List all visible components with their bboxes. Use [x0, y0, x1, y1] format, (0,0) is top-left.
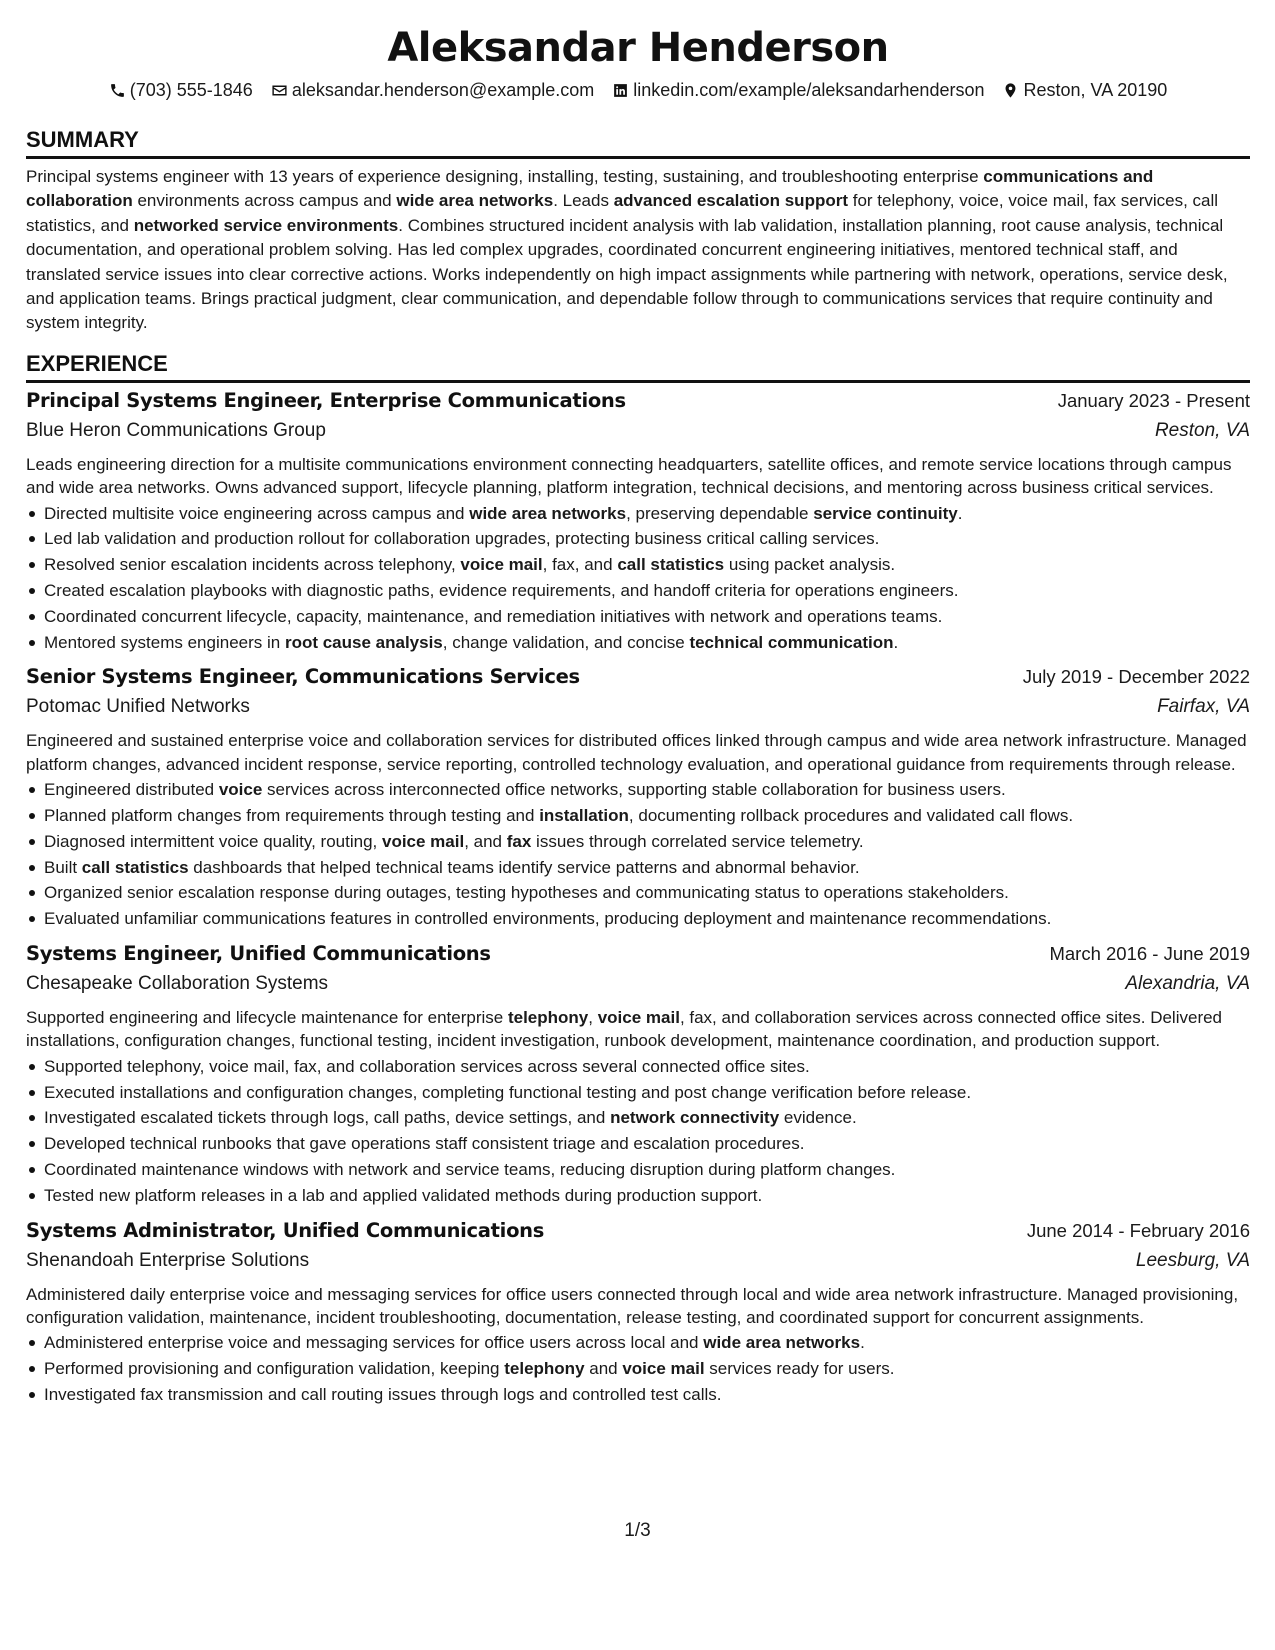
job-bullets [26, 1330, 1250, 1407]
text-run: . [893, 632, 899, 652]
job-dates: March 2016 - June 2019 [1049, 943, 1250, 965]
job-subheader [26, 692, 1250, 722]
text-run: Investigated fax transmission and call routing issues through logs and controlled test calls. [44, 1385, 722, 1405]
text-run: for telephony, voice, voice mail, fax services, call statistics, and [26, 191, 1219, 235]
bold-keyword: voice mail [381, 831, 465, 851]
bold-keyword: telephony [507, 1008, 589, 1028]
text-run: Supported engineering and lifecycle maintenance for enterprise [26, 1008, 508, 1028]
job-title: Systems Administrator, Unified Communications [26, 1218, 545, 1242]
job-description: Engineered and sustained enterprise voice and collaboration services for distributed offices linked through campus and wide area network infrastructure. Managed platform changes, advanced incident response, service reporting, controlled technology evaluation, and operational guidance from requirements through release. [26, 731, 1247, 774]
bullet-item [44, 1054, 1250, 1080]
company-name: Potomac Unified Networks [26, 696, 250, 718]
job-title: Systems Engineer, Unified Communications [26, 942, 491, 966]
text-run: . Combines structured incident analysis with lab validation, installation planning, root cause analysis, technical documentation, and operational problem solving. Has led complex upgrades, coordinated concurrent engineering initiatives, mentored technical staff, and translated service issues into clear corrective actions. Works independently on high impact assignments while partnering with network, operations, service desk, and application teams. Brings practical judgment, clear communication, and dependable follow through to communications services that require continuity and system integrity. [26, 215, 1228, 333]
job-dates: January 2023 - Present [1057, 389, 1250, 411]
linkedin-link[interactable]: linkedin.com/example/aleksandarhenderson [633, 80, 985, 100]
text-run: , fax, and collaboration services across connected office sites. Delivered installations, configuration changes, functional testing, incident investigation, runbook development, maintenance coordination, and production support. [26, 1008, 1223, 1051]
bullet-item [44, 1131, 1250, 1157]
candidate-name: Aleksandar Henderson [387, 25, 889, 71]
bold-keyword: network connectivity [610, 1108, 780, 1128]
job-location: Fairfax, VA [1157, 696, 1250, 718]
bullet-item [44, 552, 1250, 578]
bullet-item [44, 1356, 1250, 1382]
bullet-item [44, 777, 1250, 803]
bold-keyword: wide area networks [703, 1333, 861, 1353]
job-entry [26, 386, 1250, 656]
text-run: environments across campus and [132, 191, 397, 211]
bullet-item [44, 1080, 1250, 1106]
job-bullets [26, 1054, 1250, 1209]
bullet-item [44, 803, 1250, 829]
bullet-item [44, 1183, 1250, 1209]
map-pin-icon [1002, 82, 1019, 99]
linkedin-icon [612, 82, 629, 99]
job-bullets [26, 777, 1250, 932]
job-header [26, 1216, 1250, 1246]
location-text: Reston, VA 20190 [1023, 80, 1168, 100]
bold-keyword: technical communication [689, 632, 894, 652]
text-run: Tested new platform releases in a lab and applied validated methods during production support. [44, 1185, 763, 1205]
company-name: Blue Heron Communications Group [26, 419, 326, 441]
bold-keyword: voice mail [597, 1008, 680, 1028]
text-run: . [957, 503, 963, 523]
text-run: Administered enterprise voice and messaging services for office users across local and [44, 1333, 704, 1353]
job-dates: July 2019 - December 2022 [1022, 666, 1250, 688]
job-location: Reston, VA [1154, 419, 1250, 441]
text-run: issues through correlated service telemetry. [531, 831, 864, 851]
job-dates: June 2014 - February 2016 [1026, 1219, 1250, 1241]
bold-keyword: installation [539, 806, 629, 826]
text-run: Evaluated unfamiliar communications features in controlled environments, producing deployment and maintenance recommendations. [44, 909, 1052, 929]
phone-icon [109, 82, 126, 99]
text-run: Investigated escalated tickets through logs, call paths, device settings, and [44, 1108, 611, 1128]
text-run: , [588, 1008, 598, 1028]
summary-heading: SUMMARY [26, 126, 1250, 159]
resume-page [26, 18, 1250, 1408]
text-run: Principal systems engineer with 13 years of experience designing, installing, testing, sustaining, and troubleshooting enterprise [26, 167, 984, 186]
job-title: Senior Systems Engineer, Communications Services [26, 665, 580, 689]
job-entry [26, 1216, 1250, 1408]
contact-location [1002, 78, 1167, 102]
text-run: and [584, 1359, 623, 1379]
company-name: Chesapeake Collaboration Systems [26, 973, 329, 995]
job-entry [26, 662, 1250, 932]
job-location: Leesburg, VA [1135, 1249, 1250, 1271]
text-run: Planned platform changes from requirements through testing and [44, 806, 540, 826]
contact-bar [26, 78, 1250, 102]
job-description: Leads engineering direction for a multisite communications environment connecting headquarters, satellite offices, and remote service locations through campus and wide area networks. Owns advanced support, lifecycle planning, platform integration, technical decisions, and mentoring across business critical services. [26, 454, 1232, 498]
bold-keyword: root cause analysis [284, 632, 443, 652]
text-run: Created escalation playbooks with diagnostic paths, evidence requirements, and handoff criteria for operations engineers. [44, 581, 959, 601]
text-run: , preserving dependable [626, 503, 814, 523]
job-header [26, 662, 1250, 692]
bold-keyword: voice mail [622, 1359, 705, 1379]
job-description: Administered daily enterprise voice and messaging services for office users connected through local and wide area network infrastructure. Managed provisioning, configuration validation, maintenance, incident troubleshooting, documentation, release testing, and coordinated support for concurrent assignments. [26, 1284, 1239, 1328]
text-run: , documenting rollback procedures and validated call flows. [628, 806, 1074, 826]
text-run: Led lab validation and production rollout for collaboration upgrades, protecting business critical calling services. [44, 529, 880, 549]
bullet-item [44, 501, 1250, 527]
company-name: Shenandoah Enterprise Solutions [26, 1249, 310, 1271]
contact-email[interactable] [271, 78, 594, 102]
text-run: Resolved senior escalation incidents across telephony, [44, 555, 461, 575]
text-run: Built [44, 857, 82, 877]
text-run: Supported telephony, voice mail, fax, and collaboration services across several connected office sites. [44, 1056, 810, 1076]
bold-keyword: telephony [504, 1359, 585, 1379]
bullet-item [44, 880, 1250, 906]
text-run: Coordinated maintenance windows with network and service teams, reducing disruption during platform changes. [44, 1160, 896, 1180]
envelope-icon [271, 82, 288, 99]
contact-linkedin[interactable] [612, 78, 984, 102]
text-run: services across interconnected office networks, supporting stable collaboration for business users. [262, 780, 1006, 800]
experience-heading: EXPERIENCE [26, 350, 1250, 383]
job-bullets [26, 501, 1250, 656]
bold-keyword: service continuity [813, 503, 958, 523]
text-run: services ready for users. [704, 1359, 895, 1379]
job-description [26, 1006, 1250, 1053]
job-title: Principal Systems Engineer, Enterprise Communications [26, 388, 626, 412]
job-location: Alexandria, VA [1125, 973, 1250, 995]
text-run: , change validation, and concise [442, 632, 690, 652]
bold-keyword: wide area networks [396, 191, 554, 211]
text-run: evidence. [779, 1108, 857, 1128]
email-link[interactable]: aleksandar.henderson@example.com [291, 80, 595, 100]
text-run: using packet analysis. [724, 555, 896, 575]
job-subheader [26, 416, 1250, 446]
job-header [26, 386, 1250, 416]
bullet-item [44, 1105, 1250, 1131]
experience-list [26, 386, 1250, 1408]
bullet-item [44, 906, 1250, 932]
bold-keyword: wide area networks [469, 503, 627, 523]
text-run: . Leads [553, 191, 614, 211]
bold-keyword: fax [506, 831, 532, 851]
contact-phone [109, 78, 253, 102]
bold-keyword: networked service environments [133, 215, 399, 235]
text-run: Directed multisite voice engineering across campus and [44, 503, 470, 523]
text-run: Diagnosed intermittent voice quality, routing, [44, 831, 382, 851]
text-run: Executed installations and configuration changes, completing functional testing and post change verification before release. [44, 1082, 972, 1102]
summary-text [26, 165, 1250, 336]
phone-text: (703) 555-1846 [129, 80, 253, 100]
text-run: , and [464, 831, 507, 851]
job-header [26, 939, 1250, 969]
bullet-item [44, 829, 1250, 855]
bullet-item [44, 526, 1250, 552]
bullet-item [44, 855, 1250, 881]
bold-keyword: call statistics [81, 857, 189, 877]
text-run: Mentored systems engineers in [44, 632, 285, 652]
text-run: Organized senior escalation response during outages, testing hypotheses and communicating status to operations stakeholders. [44, 883, 1009, 903]
job-entry [26, 939, 1250, 1209]
text-run: Performed provisioning and configuration validation, keeping [44, 1359, 505, 1379]
bullet-item [44, 578, 1250, 604]
text-run: , fax, and [542, 555, 618, 575]
bold-keyword: advanced escalation support [613, 191, 848, 211]
bold-keyword: communications and collaboration [26, 167, 1154, 211]
bold-keyword: call statistics [617, 555, 725, 575]
text-run: Developed technical runbooks that gave operations staff consistent triage and escalation procedures. [44, 1134, 805, 1154]
bullet-item [44, 604, 1250, 630]
job-subheader [26, 1246, 1250, 1276]
bullet-item [44, 1330, 1250, 1356]
text-run: Engineered distributed [44, 780, 219, 800]
text-run: dashboards that helped technical teams identify service patterns and abnormal behavior. [188, 857, 860, 877]
text-run: Coordinated concurrent lifecycle, capacity, maintenance, and remediation initiatives with network and operations teams. [44, 606, 943, 626]
bullet-item [44, 1382, 1250, 1408]
bullet-item [44, 1157, 1250, 1183]
bullet-item [44, 630, 1250, 656]
bold-keyword: voice mail [460, 555, 543, 575]
job-subheader [26, 969, 1250, 999]
bold-keyword: voice [218, 780, 263, 800]
text-run: . [860, 1333, 865, 1353]
page-number: 1/3 [624, 1520, 651, 1541]
